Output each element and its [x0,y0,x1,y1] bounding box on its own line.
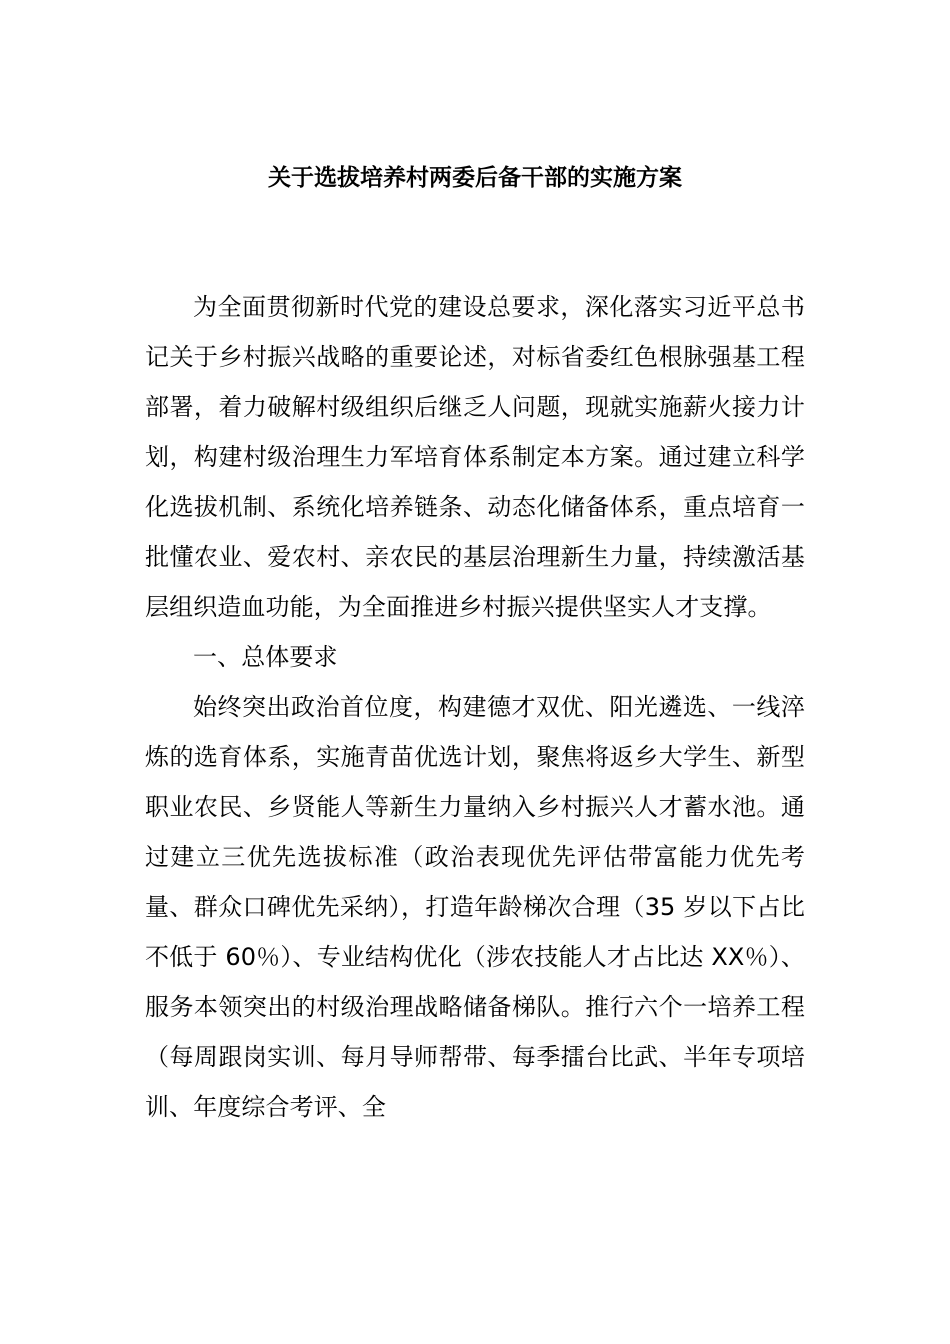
body-paragraph: 始终突出政治首位度，构建德才双优、阳光遴选、一线淬炼的选育体系，实施青苗优选计划，聚焦将返乡大学生、新型职业农民、乡贤能人等新生力量纳入乡村振兴人才蓄水池。通过建立三优先选拔标准（政治表现优先评估带富能力优先考量、群众口碑优先采纳），打造年龄梯次合理（35 岁以下占比不低于 60％）、专业结构优化（涉农技能人才占比达 XX％）、服务本领突出的村级治理战略储备梯队。推行六个一培养工程（每周跟岗实训、每月导师帮带、每季擂台比武、半年专项培训、年度综合考评、全 [145,693,805,1121]
section-heading: 一、总体要求 [193,643,338,671]
document-body [145,282,805,1132]
intro-paragraph: 为全面贯彻新时代党的建设总要求，深化落实习近平总书记关于乡村振兴战略的重要论述，对标省委红色根脉强基工程部署，着力破解村级组织后继乏人问题，现就实施薪火接力计划，构建村级治理生力军培育体系制定本方案。通过建立科学化选拔机制、系统化培养链条、动态化储备体系，重点培育一批懂农业、爱农村、亲农民的基层治理新生力量，持续激活基层组织造血功能，为全面推进乡村振兴提供坚实人才支撑。 [145,293,805,621]
document-title: 关于选拔培养村两委后备干部的实施方案 [268,165,682,191]
